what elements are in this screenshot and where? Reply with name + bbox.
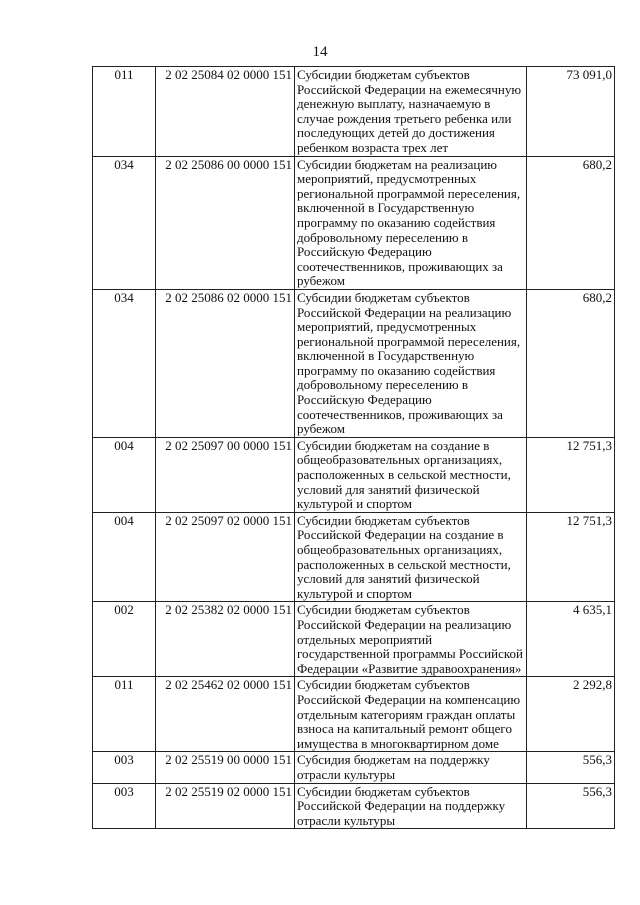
budget-code-cell: 2 02 25086 02 0000 151 [156,289,295,437]
admin-code-cell: 004 [93,437,156,512]
table-row [93,783,615,829]
table-row [93,437,615,512]
budget-code-cell: 2 02 25519 00 0000 151 [156,752,295,783]
admin-code-cell: 003 [93,783,156,829]
table-row [93,67,615,157]
admin-code-cell: 011 [93,67,156,157]
table-row [93,752,615,783]
budget-code-cell: 2 02 25084 02 0000 151 [156,67,295,157]
description-cell: Субсидии бюджетам субъектов Российской Федерации на создание в общеобразовательных организациях, расположенных в сельской местности, условий для занятий физической культурой и спортом [295,512,527,602]
page-number: 14 [312,44,328,60]
amount-cell: 12 751,3 [527,512,615,602]
description-cell: Субсидии бюджетам субъектов Российской Федерации на компенсацию отдельным категориям граждан оплаты взноса на капитальный ремонт общего имущества в многоквартирном доме [295,677,527,752]
admin-code-cell: 034 [93,156,156,289]
description-cell: Субсидии бюджетам на реализацию мероприятий, предусмотренных региональной программой переселения, включенной в Государственную программу по оказанию содействия добровольному переселению в Российскую Федерацию соотечественников, проживающих за рубежом [295,156,527,289]
amount-cell: 12 751,3 [527,437,615,512]
description-cell: Субсидии бюджетам субъектов Российской Федерации на ежемесячную денежную выплату, назначаемую в случае рождения третьего ребенка или последующих детей до достижения ребенком возраста трех лет [295,67,527,157]
budget-code-cell: 2 02 25097 00 0000 151 [156,437,295,512]
admin-code-cell: 034 [93,289,156,437]
budget-code-cell: 2 02 25462 02 0000 151 [156,677,295,752]
admin-code-cell: 003 [93,752,156,783]
table-row [93,602,615,677]
amount-cell: 2 292,8 [527,677,615,752]
budget-table [92,66,615,829]
description-cell: Субсидии бюджетам на создание в общеобразовательных организациях, расположенных в сельской местности, условий для занятий физической культурой и спортом [295,437,527,512]
budget-code-cell: 2 02 25519 02 0000 151 [156,783,295,829]
table-row [93,289,615,437]
amount-cell: 73 091,0 [527,67,615,157]
budget-code-cell: 2 02 25382 02 0000 151 [156,602,295,677]
amount-cell: 556,3 [527,783,615,829]
description-cell: Субсидии бюджетам субъектов Российской Федерации на реализацию мероприятий, предусмотренных региональной программой переселения, включенной в Государственную программу по оказанию содействия добровольному переселению в Российскую Федерацию соотечественников, проживающих за рубежом [295,289,527,437]
table-row [93,156,615,289]
budget-code-cell: 2 02 25086 00 0000 151 [156,156,295,289]
amount-cell: 680,2 [527,289,615,437]
admin-code-cell: 002 [93,602,156,677]
amount-cell: 4 635,1 [527,602,615,677]
table-row [93,512,615,602]
budget-code-cell: 2 02 25097 02 0000 151 [156,512,295,602]
description-cell: Субсидии бюджетам субъектов Российской Федерации на поддержку отрасли культуры [295,783,527,829]
description-cell: Субсидия бюджетам на поддержку отрасли культуры [295,752,527,783]
table-row [93,677,615,752]
admin-code-cell: 011 [93,677,156,752]
amount-cell: 556,3 [527,752,615,783]
admin-code-cell: 004 [93,512,156,602]
description-cell: Субсидии бюджетам субъектов Российской Федерации на реализацию отдельных мероприятий государственной программы Российской Федерации «Развитие здравоохранения» [295,602,527,677]
amount-cell: 680,2 [527,156,615,289]
